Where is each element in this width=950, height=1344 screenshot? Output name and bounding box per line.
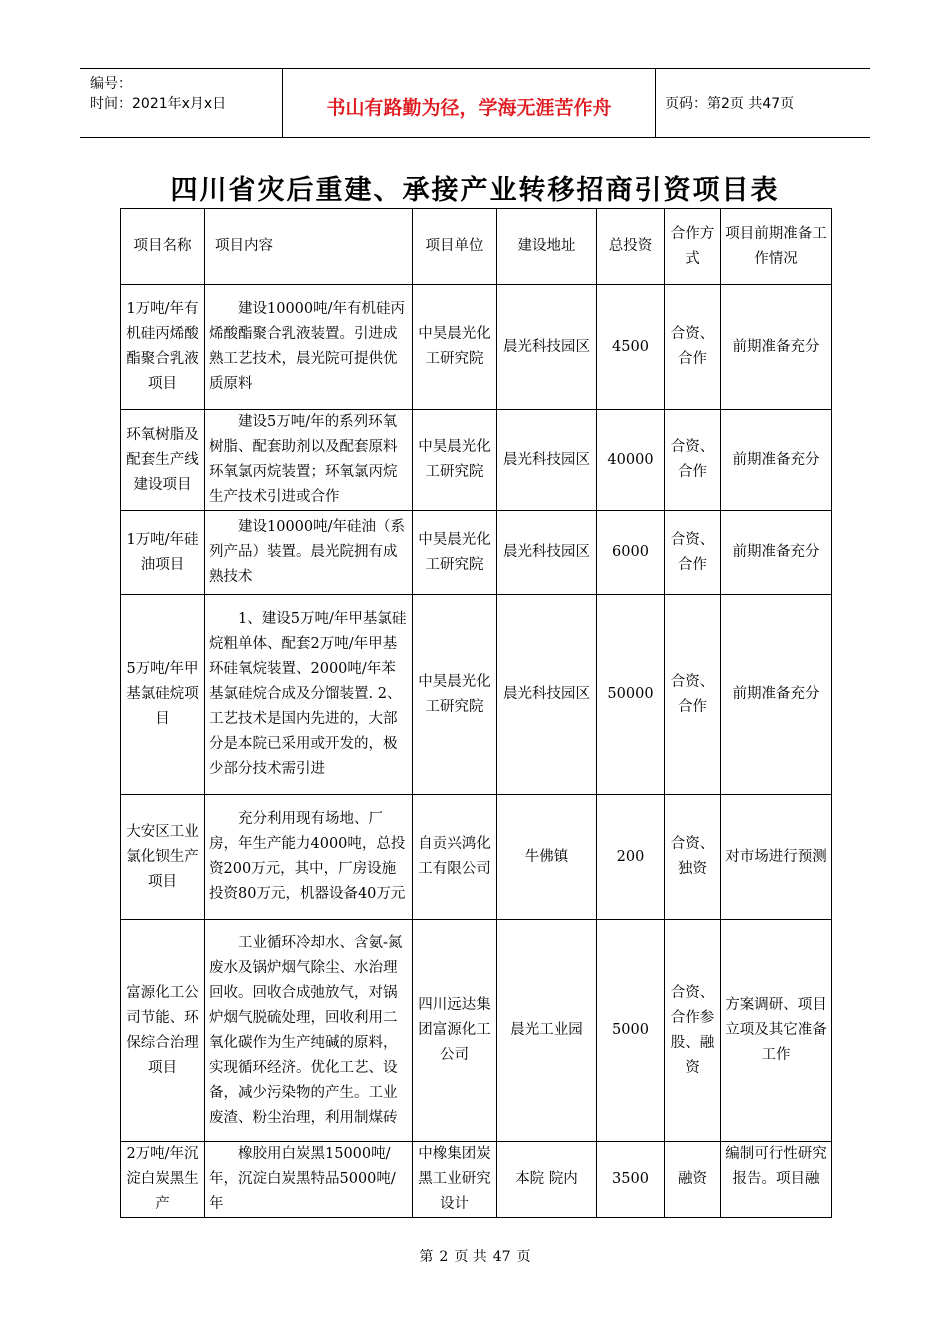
table-row [121, 920, 832, 1142]
cell-content: 橡胶用白炭黑15000吨/年，沉淀白炭黑特品5000吨/年 [205, 1142, 413, 1218]
table-row [121, 795, 832, 920]
page-footer [0, 1246, 950, 1266]
footer-total-pages: 47 [492, 1249, 511, 1265]
cell-address: 晨光工业园 [497, 920, 597, 1142]
footer-page-number: 2 [439, 1249, 449, 1265]
cell-unit: 中昊晨光化工研究院 [413, 410, 497, 511]
cell-unit: 自贡兴鸿化工有限公司 [413, 795, 497, 920]
header-cell-unit: 项目单位 [413, 209, 497, 285]
cell-investment: 50000 [597, 595, 665, 795]
cell-preparation: 方案调研、项目立项及其它准备工作 [721, 920, 832, 1142]
header-cell-preparation: 项目前期准备工作情况 [721, 209, 832, 285]
footer-suffix: 页 [516, 1249, 531, 1265]
cell-cooperation: 融资 [665, 1142, 721, 1218]
header-cell-content: 项目内容 [205, 209, 413, 285]
footer-prefix: 第 [419, 1249, 434, 1265]
cell-content: 建设5万吨/年的系列环氧树脂、配套助剂以及配套原料环氧氯丙烷装置；环氧氯丙烷生产技术引进或合作 [205, 410, 413, 511]
cell-content: 充分利用现有场地、厂房，年生产能力4000吨，总投资200万元，其中，厂房设施投资80万元，机器设备40万元 [205, 795, 413, 920]
cell-content: 建设10000吨/年硅油（系列产品）装置。晨光院拥有成熟技术 [205, 511, 413, 595]
table-row [121, 511, 832, 595]
header-page-info: 页码：第2页 共47页 [665, 96, 795, 112]
header-motto-cell [282, 69, 656, 137]
cell-preparation: 前期准备充分 [721, 511, 832, 595]
cell-cooperation: 合资、合作 [665, 511, 721, 595]
cell-name: 大安区工业氯化钡生产项目 [121, 795, 205, 920]
page-header [80, 68, 870, 138]
table-header-row [121, 209, 832, 285]
cell-unit: 中昊晨光化工研究院 [413, 285, 497, 410]
cell-preparation: 编制可行性研究报告。项目融 [721, 1142, 832, 1218]
header-left [80, 69, 282, 137]
cell-unit: 中橡集团炭黑工业研究设计 [413, 1142, 497, 1218]
cell-preparation: 对市场进行预测 [721, 795, 832, 920]
project-table [120, 208, 832, 1218]
cell-cooperation: 合资、独资 [665, 795, 721, 920]
table-row [121, 1142, 832, 1218]
table-row [121, 410, 832, 511]
cell-address: 晨光科技园区 [497, 410, 597, 511]
table-row [121, 595, 832, 795]
cell-address: 晨光科技园区 [497, 595, 597, 795]
cell-content: 建设10000吨/年有机硅丙烯酸酯聚合乳液装置。引进成熟工艺技术，晨光院可提供优质原料 [205, 285, 413, 410]
document-number-label: 编号： [90, 76, 132, 92]
cell-address: 本院 院内 [497, 1142, 597, 1218]
cell-investment: 40000 [597, 410, 665, 511]
cell-cooperation: 合资、合作参股、融资 [665, 920, 721, 1142]
cell-content: 1、建设5万吨/年甲基氯硅烷粗单体、配套2万吨/年甲基环硅氧烷装置、2000吨/年苯基氯硅烷合成及分馏装置. 2、工艺技术是国内先进的，大部分是本院已采用或开发的，极少部分技术需引进 [205, 595, 413, 795]
cell-preparation: 前期准备充分 [721, 285, 832, 410]
cell-preparation: 前期准备充分 [721, 410, 832, 511]
header-motto: 书山有路勤为径，学海无涯苦作舟 [326, 97, 612, 119]
header-cell-name: 项目名称 [121, 209, 205, 285]
footer-mid: 页 共 [454, 1249, 487, 1265]
cell-investment: 3500 [597, 1142, 665, 1218]
cell-investment: 6000 [597, 511, 665, 595]
cell-name: 1万吨/年有机硅丙烯酸酯聚合乳液项目 [121, 285, 205, 410]
cell-name: 1万吨/年硅油项目 [121, 511, 205, 595]
table-row [121, 285, 832, 410]
cell-unit: 中昊晨光化工研究院 [413, 511, 497, 595]
header-cell-investment: 总投资 [597, 209, 665, 285]
cell-unit: 中昊晨光化工研究院 [413, 595, 497, 795]
cell-name: 2万吨/年沉淀白炭黑生产 [121, 1142, 205, 1218]
cell-cooperation: 合资、合作 [665, 285, 721, 410]
cell-name: 5万吨/年甲基氯硅烷项目 [121, 595, 205, 795]
header-cell-address: 建设地址 [497, 209, 597, 285]
cell-name: 富源化工公司节能、环保综合治理项目 [121, 920, 205, 1142]
cell-address: 晨光科技园区 [497, 511, 597, 595]
cell-cooperation: 合资、合作 [665, 595, 721, 795]
header-cell-cooperation: 合作方式 [665, 209, 721, 285]
cell-address: 晨光科技园区 [497, 285, 597, 410]
cell-investment: 200 [597, 795, 665, 920]
cell-name: 环氧树脂及配套生产线建设项目 [121, 410, 205, 511]
cell-preparation: 前期准备充分 [721, 595, 832, 795]
cell-unit: 四川远达集团富源化工公司 [413, 920, 497, 1142]
document-title: 四川省灾后重建、承接产业转移招商引资项目表 [170, 175, 780, 206]
cell-cooperation: 合资、合作 [665, 410, 721, 511]
document-date-label: 时间：2021年x月x日 [90, 96, 227, 112]
cell-content: 工业循环冷却水、含氨-氮废水及锅炉烟气除尘、水治理回收。回收合成弛放气，对锅炉烟气脱硫处理，回收利用二氧化碳作为生产纯碱的原料，实现循环经济。优化工艺、设备，减少污染物的产生。工业废渣、粉尘治理，利用制煤砖 [205, 920, 413, 1142]
cell-investment: 5000 [597, 920, 665, 1142]
cell-address: 牛佛镇 [497, 795, 597, 920]
cell-investment: 4500 [597, 285, 665, 410]
